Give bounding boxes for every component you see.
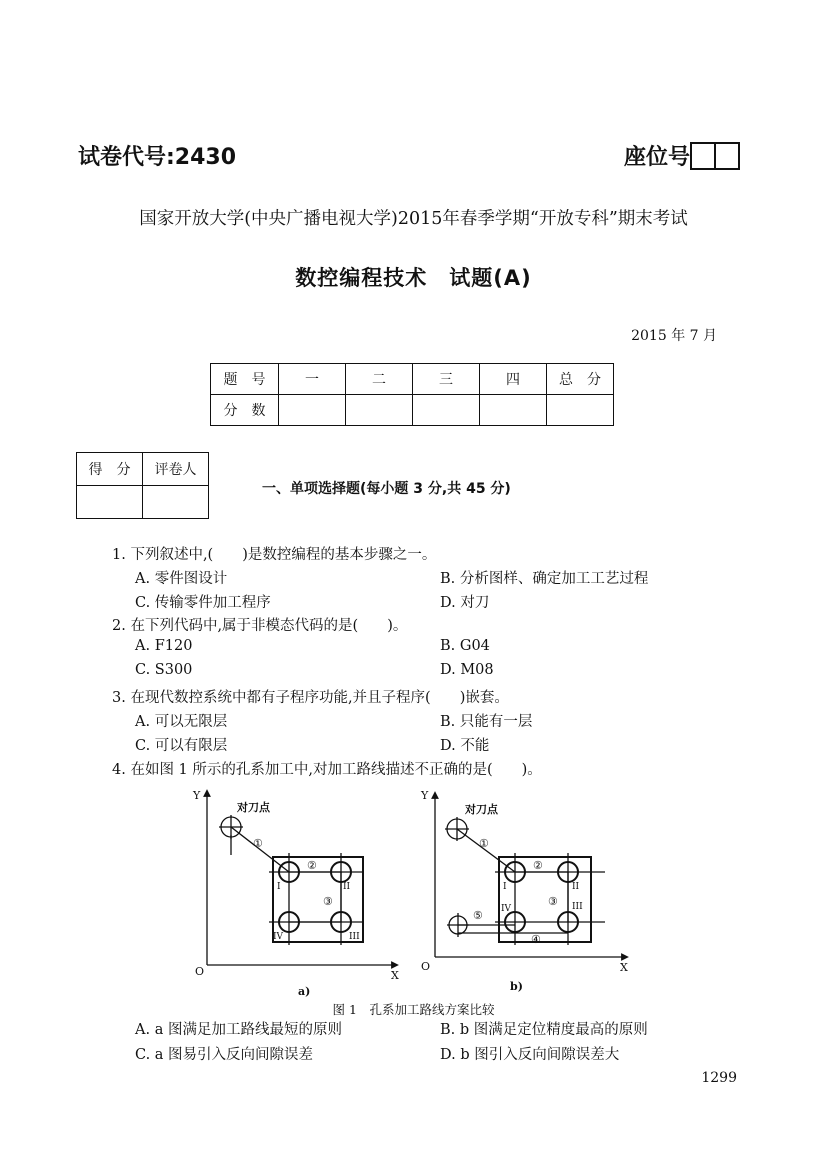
score-header-cell: 一	[279, 364, 346, 395]
axis-y-label: Y	[193, 789, 201, 802]
question-option: B. G04	[440, 638, 490, 654]
step-label: ②	[533, 859, 543, 872]
score-header-cell: 二	[346, 364, 413, 395]
question-option: D. b 图引入反向间隙误差大	[440, 1047, 620, 1063]
question-option: A. 零件图设计	[135, 571, 228, 587]
question-stem: 3. 在现代数控系统中都有子程序功能,并且子程序( )嵌套。	[112, 690, 509, 706]
grader-score-label: 得 分	[77, 453, 143, 486]
hole-label: III	[572, 902, 583, 912]
step-label: ④	[531, 933, 541, 946]
seat-label: 座位号	[624, 145, 691, 170]
hole-label: IV	[501, 904, 512, 914]
hole-label: IV	[273, 932, 284, 942]
score-cell[interactable]	[346, 395, 413, 426]
exam-subtitle: 国家开放大学(中央广播电视大学)2015年春季学期“开放专科”期末考试	[139, 209, 688, 229]
question-option: B. b 图满足定位精度最高的原则	[440, 1022, 648, 1038]
score-table-score-row	[211, 395, 614, 426]
exam-title: 数控编程技术 试题(A)	[295, 266, 532, 290]
figure-panel-a	[207, 793, 395, 965]
step-label: ①	[253, 837, 263, 850]
figure-caption: 图 1 孔系加工路线方案比较	[332, 1002, 495, 1017]
panel-b-label: b)	[510, 980, 523, 993]
question-option: D. 不能	[440, 738, 490, 754]
seat-box-2[interactable]	[716, 142, 740, 170]
axis-y-label: Y	[421, 789, 429, 802]
hole-label: I	[277, 882, 281, 892]
hole-path-figure	[185, 785, 645, 1000]
origin-label: O	[421, 960, 431, 973]
question-option: C. 传输零件加工程序	[135, 595, 271, 611]
figure-panel-b	[435, 795, 625, 957]
question-option: A. a 图满足加工路线最短的原则	[135, 1022, 342, 1038]
grader-score-cell[interactable]	[77, 486, 143, 519]
paper-code: 试卷代号:2430	[78, 145, 237, 170]
tool-point-label: 对刀点	[465, 803, 498, 816]
question-option: C. 可以有限层	[135, 738, 228, 754]
axis-x-label: X	[391, 969, 399, 982]
score-header-cell: 总 分	[547, 364, 614, 395]
section-title: 一、单项选择题(每小题 3 分,共 45 分)	[262, 481, 511, 497]
question-option: C. a 图易引入反向间隙误差	[135, 1047, 314, 1063]
panel-a-label: a)	[298, 985, 311, 998]
step-label: ⑤	[473, 909, 483, 922]
score-row-label: 分 数	[211, 395, 279, 426]
question-option: B. 只能有一层	[440, 714, 533, 730]
axis-x-label: X	[620, 961, 628, 974]
score-table	[210, 363, 614, 426]
step-label: ③	[548, 895, 558, 908]
question-option: D. 对刀	[440, 595, 490, 611]
question-option: A. F120	[135, 638, 193, 654]
page-number: 1299	[701, 1070, 737, 1086]
tool-point-label: 对刀点	[237, 801, 270, 814]
hole-label: II	[572, 882, 580, 892]
hole-label: III	[349, 932, 360, 942]
question-stem: 4. 在如图 1 所示的孔系加工中,对加工路线描述不正确的是( )。	[112, 762, 542, 778]
seat-number-field	[624, 140, 740, 171]
score-table-header-row	[211, 364, 614, 395]
step-label: ③	[323, 895, 333, 908]
origin-label: O	[195, 965, 205, 978]
grader-name-label: 评卷人	[143, 453, 209, 486]
score-cell[interactable]	[413, 395, 480, 426]
hole-label: I	[503, 882, 507, 892]
question-option: A. 可以无限层	[135, 714, 228, 730]
grader-box	[76, 452, 209, 519]
score-header-cell: 四	[480, 364, 547, 395]
score-cell[interactable]	[480, 395, 547, 426]
seat-box-1[interactable]	[690, 142, 716, 170]
question-option: D. M08	[440, 662, 494, 678]
question-option: B. 分析图样、确定加工工艺过程	[440, 571, 649, 587]
hole-label: II	[343, 882, 351, 892]
score-cell[interactable]	[547, 395, 614, 426]
score-header-cell: 三	[413, 364, 480, 395]
score-cell[interactable]	[279, 395, 346, 426]
exam-date: 2015 年 7 月	[631, 328, 717, 344]
question-stem: 1. 下列叙述中,( )是数控编程的基本步骤之一。	[112, 547, 437, 563]
step-label: ①	[479, 837, 489, 850]
grader-name-cell[interactable]	[143, 486, 209, 519]
question-option: C. S300	[135, 662, 193, 678]
score-header-cell: 题 号	[211, 364, 279, 395]
question-stem: 2. 在下列代码中,属于非模态代码的是( )。	[112, 618, 408, 634]
step-label: ②	[307, 859, 317, 872]
